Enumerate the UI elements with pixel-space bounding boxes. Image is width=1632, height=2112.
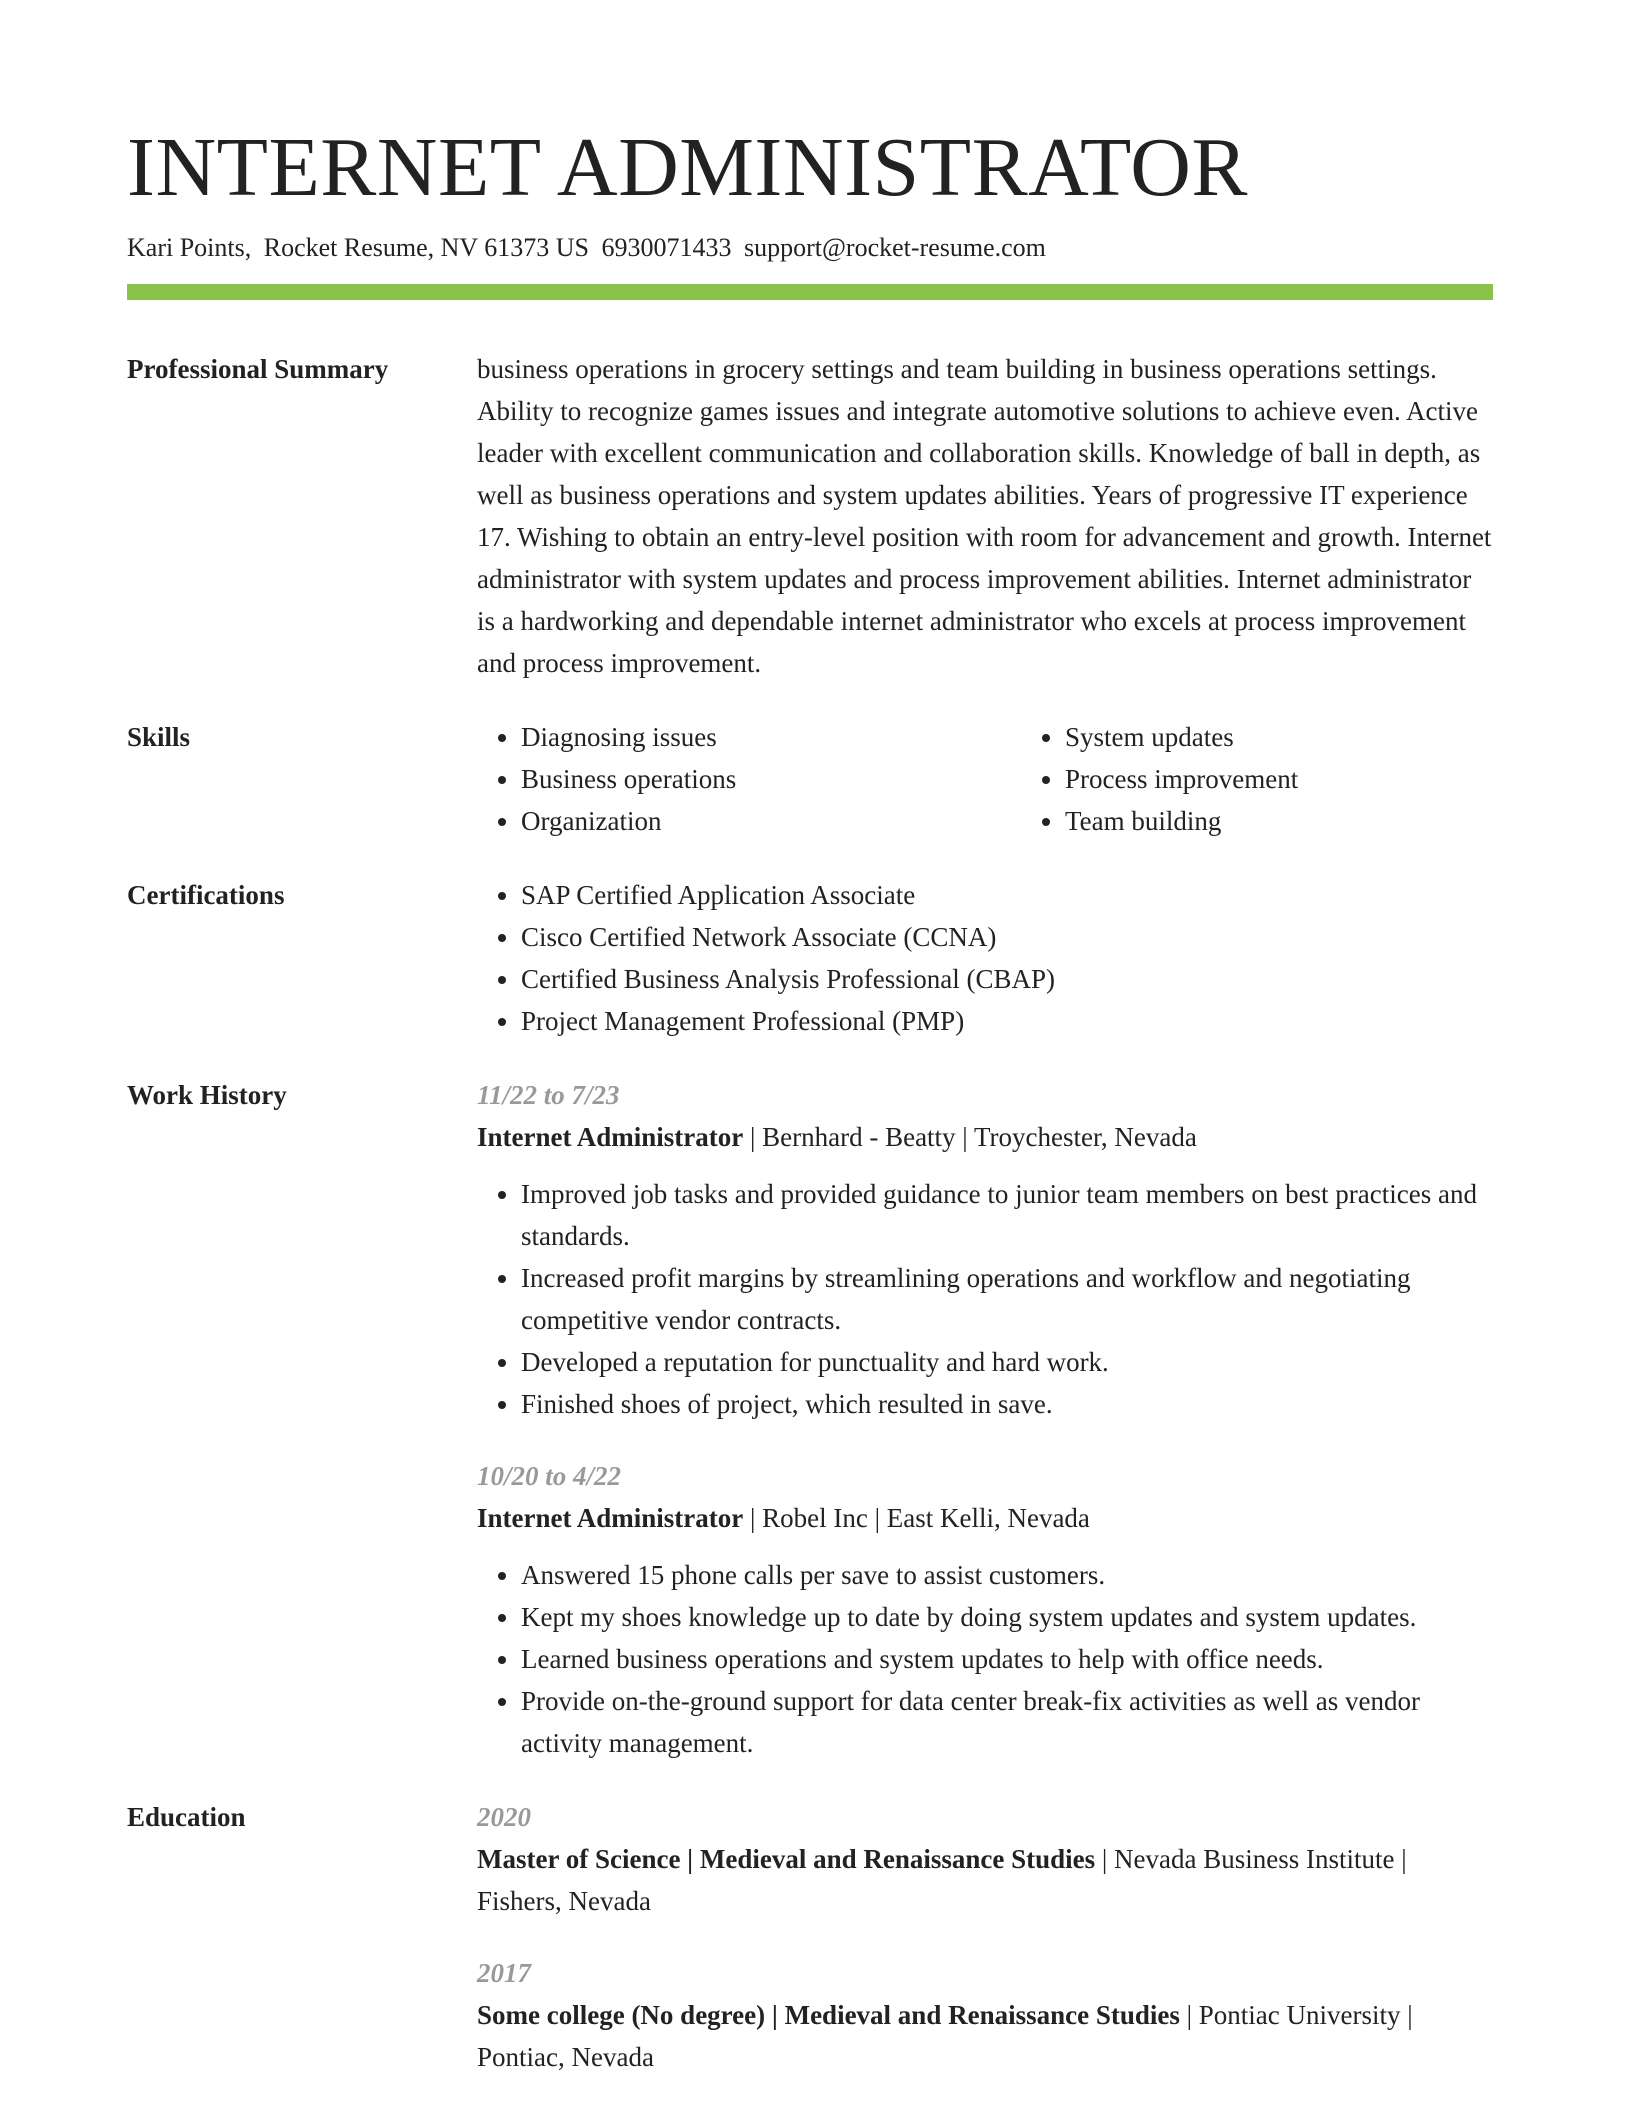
- skill-item: • System updates: [1065, 716, 1565, 758]
- skill-item: • Organization: [521, 800, 1021, 842]
- skills-column-2: [1021, 716, 1565, 842]
- job-details: | Robel Inc | East Kelli, Nevada: [743, 1503, 1090, 1533]
- job-bullet: • Developed a reputation for punctuality and hard work.: [521, 1341, 1493, 1383]
- job-bullets: [477, 1554, 1493, 1764]
- education-entry: [477, 1952, 1493, 2078]
- summary-text: business operations in grocery settings and team building in business operations settings. Ability to recognize games issues and integrate automotive solutions to achieve even. Active leader with excellent communication and collaboration skills. Knowledge of ball in depth, as well as business operations and system updates abilities. Years of progressive IT experience 17. Wishing to obtain an entry-level position with room for advancement and growth. Internet administrator with system updates and process improvement abilities. Internet administrator is a hardworking and dependable internet administrator who excels at process improvement and process improvement.: [477, 354, 1492, 678]
- summary-body: [477, 348, 1493, 684]
- section-title-summary: Professional Summary: [127, 354, 389, 384]
- contact-name: Kari Points,: [127, 233, 252, 262]
- certification-item: • Certified Business Analysis Professional (CBAP): [521, 958, 1493, 1000]
- education-degree: Some college (No degree) | Medieval and Renaissance Studies: [477, 2000, 1180, 2030]
- job-bullets: [477, 1173, 1493, 1425]
- job-bullet: • Answered 15 phone calls per save to assist customers.: [521, 1554, 1493, 1596]
- job-role: Internet Administrator: [477, 1503, 744, 1533]
- resume-title: INTERNET ADMINISTRATOR: [127, 121, 1248, 214]
- section-title-education: Education: [127, 1802, 246, 1832]
- certification-item: • Project Management Professional (PMP): [521, 1000, 1493, 1042]
- certification-item: • Cisco Certified Network Associate (CCNA): [521, 916, 1493, 958]
- education-degree: Master of Science | Medieval and Renaissance Studies: [477, 1844, 1096, 1874]
- education-entry: [477, 1796, 1493, 1922]
- section-title-work-history: Work History: [127, 1080, 287, 1110]
- skills-body: [477, 716, 1565, 842]
- job-bullet: • Kept my shoes knowledge up to date by doing system updates and system updates.: [521, 1596, 1493, 1638]
- section-title-skills: Skills: [127, 722, 191, 752]
- job-entry: [477, 1074, 1493, 1425]
- work-history-section: [127, 1074, 1493, 1764]
- job-bullet: • Learned business operations and system updates to help with office needs.: [521, 1638, 1493, 1680]
- contact-location: Rocket Resume, NV 61373 US: [263, 233, 589, 262]
- job-dates: 11/22 to 7/23: [477, 1080, 620, 1110]
- skills-section: [127, 716, 1493, 842]
- certifications-list: [477, 874, 1493, 1042]
- accent-divider: [127, 284, 1493, 300]
- job-dates: 10/20 to 4/22: [477, 1461, 622, 1491]
- job-bullet: • Improved job tasks and provided guidance to junior team members on best practices and standards.: [521, 1173, 1493, 1257]
- section-title-certifications: Certifications: [127, 880, 285, 910]
- certifications-body: [477, 874, 1493, 1042]
- certification-item: • SAP Certified Application Associate: [521, 874, 1493, 916]
- work-history-body: [477, 1074, 1493, 1764]
- job-role: Internet Administrator: [477, 1122, 744, 1152]
- job-bullet: • Finished shoes of project, which resulted in save.: [521, 1383, 1493, 1425]
- contact-line: [127, 228, 1046, 268]
- job-entry: [477, 1455, 1493, 1764]
- education-year: 2020: [477, 1802, 531, 1832]
- education-section: [127, 1796, 1493, 2078]
- summary-section: [127, 348, 1493, 684]
- job-heading: [477, 1116, 1493, 1158]
- skills-column-1: [477, 716, 1021, 842]
- skill-item: • Process improvement: [1065, 758, 1565, 800]
- job-heading: [477, 1497, 1493, 1539]
- education-body: [477, 1796, 1493, 2078]
- skill-item: • Team building: [1065, 800, 1565, 842]
- contact-phone: 6930071433: [601, 233, 732, 262]
- education-year: 2017: [477, 1958, 531, 1988]
- contact-email[interactable]: support@rocket-resume.com: [743, 233, 1046, 262]
- education-details: | Pontiac University | Pontiac, Nevada: [477, 2000, 1413, 2072]
- job-details: | Bernhard - Beatty | Troychester, Nevada: [743, 1122, 1197, 1152]
- job-bullet: • Increased profit margins by streamlining operations and workflow and negotiating competitive vendor contracts.: [521, 1257, 1493, 1341]
- education-details: | Nevada Business Institute | Fishers, Nevada: [477, 1844, 1407, 1916]
- skill-item: • Business operations: [521, 758, 1021, 800]
- resume-sections: [127, 348, 1493, 2110]
- certifications-section: [127, 874, 1493, 1042]
- skill-item: • Diagnosing issues: [521, 716, 1021, 758]
- job-bullet: • Provide on-the-ground support for data center break-fix activities as well as vendor activity management.: [521, 1680, 1493, 1764]
- education-heading: [477, 1994, 1493, 2078]
- education-heading: [477, 1838, 1493, 1922]
